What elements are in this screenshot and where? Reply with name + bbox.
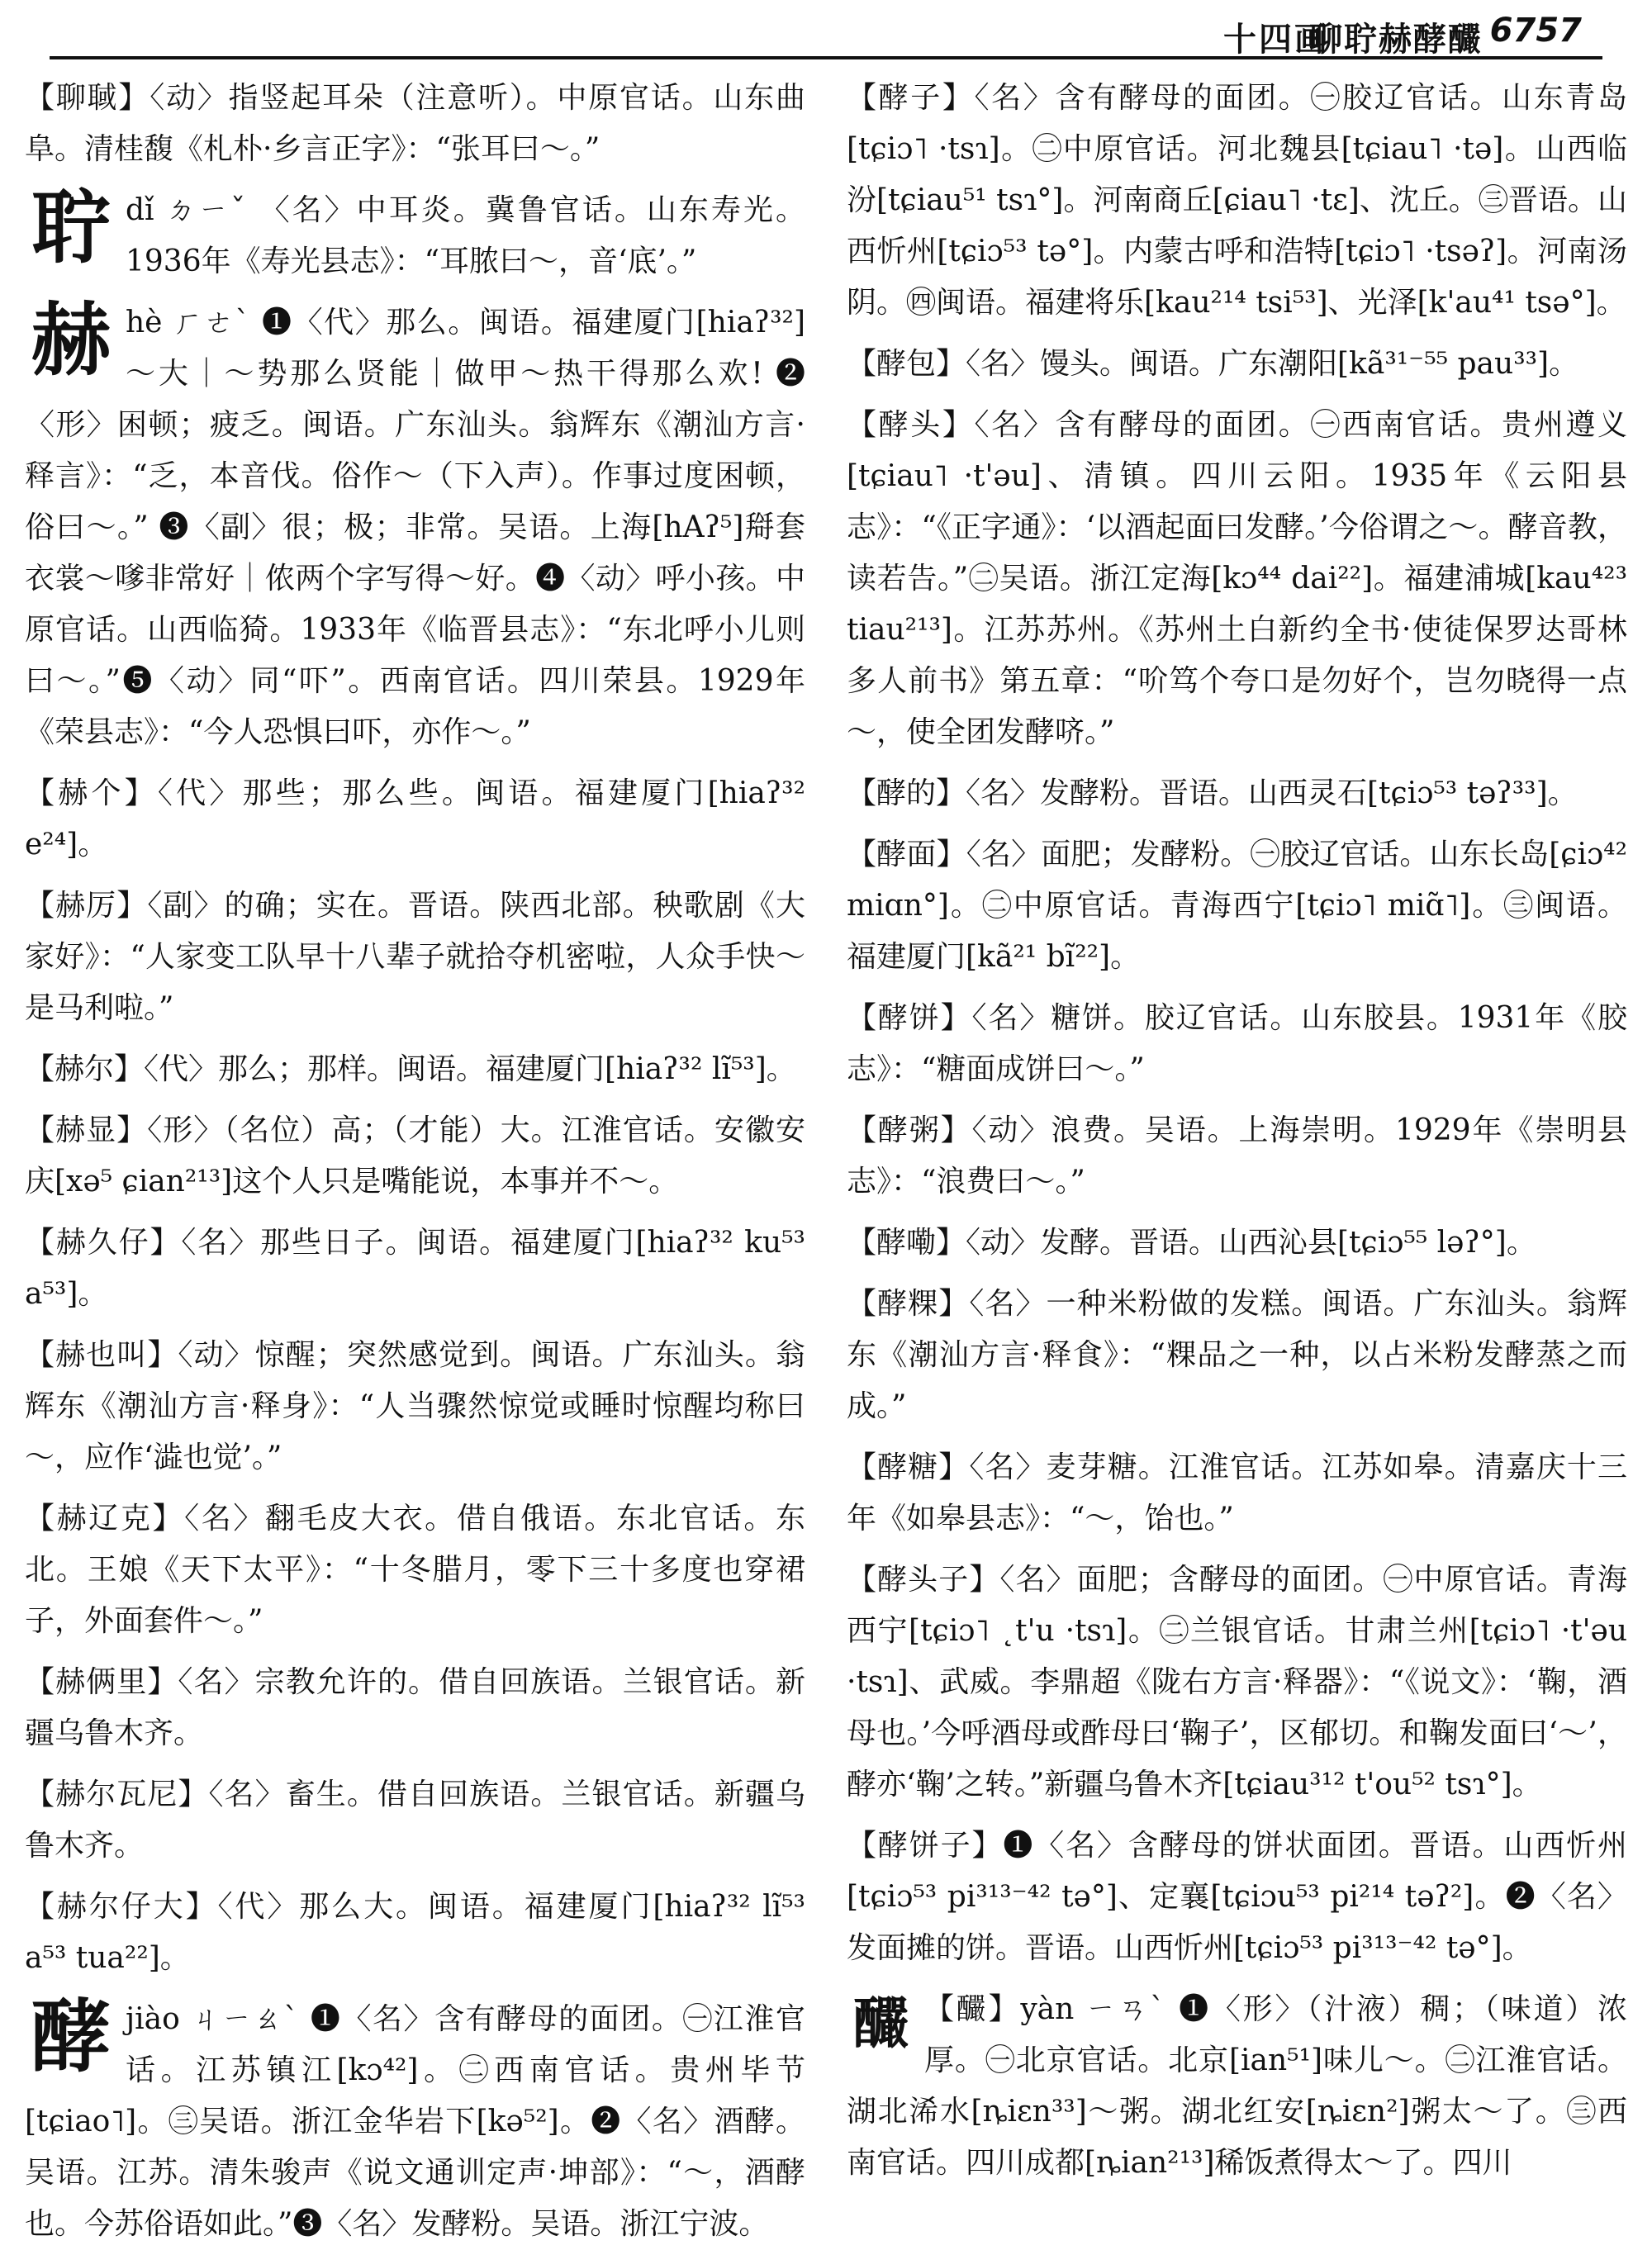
sub-entry <box>847 400 1627 758</box>
sub-entry <box>847 829 1627 983</box>
entry-text: 【赫个】〈代〉那些；那么些。闽语。福建厦门[hiaʔ³² e²⁴]。 <box>25 776 805 862</box>
entry-text: 【赫尔瓦尼】〈名〉畜生。借自回族语。兰银官话。新疆乌鲁木齐。 <box>25 1778 805 1863</box>
entry-text: 【赫辽克】〈名〉翻毛皮大衣。借自俄语。东北官话。东北。王娘《天下太平》：“十冬腊月，零下三十多度也穿裙子，外面套件～。” <box>25 1502 805 1638</box>
entry-text: 【酵糖】〈名〉麦芽糖。江淮官话。江苏如皋。清嘉庆十三年《如皋县志》：“～，饴也。” <box>847 1450 1627 1536</box>
sub-entry <box>25 768 805 871</box>
headword-entry <box>25 181 805 287</box>
page-number: 6757 <box>1489 12 1582 50</box>
right-column <box>847 73 1627 2212</box>
sub-entry <box>847 993 1627 1095</box>
entry-text: 【釅】yàn ㄧㄢˋ ❶〈形〉（汁液）稠；（味道）浓厚。㊀北京官话。北京[ian⁵¹]味儿～。㊁江淮官话。湖北浠水[ȵiɛn³³]～粥。湖北红安[ȵiɛn²]粥太～了。㊂西南官话。四川成都[ȵian²¹³]稀饭煮得太～了。四川 <box>847 1992 1627 2180</box>
entry-text: 【赫尔】〈代〉那么；那样。闽语。福建厦门[hiaʔ³² lĩ⁵³]。 <box>25 1052 796 1086</box>
headword-character: 聍 <box>31 181 111 274</box>
headword-character: 釅 <box>853 1991 910 2057</box>
sub-entry <box>25 881 805 1034</box>
sub-entry <box>25 1657 805 1759</box>
page-header <box>50 0 1602 59</box>
entry-text: dǐ ㄉㄧˇ 〈名〉中耳炎。冀鲁官话。山东寿光。1936年《寿光县志》：“耳脓曰～，音‘底’。” <box>126 193 805 278</box>
header-characters: 聊聍赫酵釅 <box>1309 20 1483 59</box>
sub-entry <box>847 1555 1627 1811</box>
entry-text: 【酵头子】〈名〉面肥；含酵母的面团。㊀中原官话。青海西宁[tɕiɔ˥ ˛t'u ·tsɿ]。㊁兰银官话。甘肃兰州[tɕiɔ˥ ·t'əu ·tsɿ]、武威。李鼎超《陇右方言·释器》：“《说文》：‘鞠，酒母也。’今呼酒母或酢母曰‘鞠子’，区郁切。和鞠发面曰‘～’，酵亦‘鞠’之转。”新疆乌鲁木齐[tɕiau³¹² t'ou⁵² tsɿ°]。 <box>847 1563 1627 1801</box>
entry-text: 【酵粿】〈名〉一种米粉做的发糕。闽语。广东汕头。翁辉东《潮汕方言·释食》：“粿品之一种，以占米粉发酵蒸之而成。” <box>847 1287 1627 1423</box>
headword-entry <box>847 1984 1627 2189</box>
sub-entry <box>847 339 1627 390</box>
entry-text: 【酵面】〈名〉面肥；发酵粉。㊀胶辽官话。山东长岛[ɕiɔ⁴² miɑn°]。㊁中原官话。青海西宁[tɕiɔ˥ miɑ̃˥]。㊂闽语。福建厦门[kã²¹ bĩ²²]。 <box>847 838 1627 974</box>
sub-entry <box>847 1105 1627 1208</box>
entry-text: 【赫厉】〈副〉的确；实在。晋语。陕西北部。秧歌剧《大家好》：“人家变工队早十八辈子就拾夺机密啦，人众手快～是马利啦。” <box>25 889 805 1025</box>
entry-text: hè ㄏㄜˋ ❶〈代〉那么。闽语。福建厦门[hiaʔ³²]～大｜～势那么贤能｜做甲～热干得那么欢! ❷〈形〉困顿；疲乏。闽语。广东汕头。翁辉东《潮汕方言·释言》：“乏，本音伐。俗作～（下入声）。作事过度困顿，俗曰～。” ❸〈副〉很；极；非常。吴语。上海[hAʔ⁵]搿套衣裳～嗲非常好｜侬两个字写得～好。❹〈动〉呼小孩。中原官话。山西临猗。1933年《临晋县志》：“东北呼小儿则曰～。”❺〈动〉同“吓”。西南官话。四川荣县。1929年《荣县志》：“今人恐惧曰吓，亦作～。” <box>25 306 805 749</box>
left-column <box>25 73 805 2241</box>
sub-entry <box>847 73 1627 329</box>
entry-text: 【酵嘞】〈动〉发酵。晋语。山西沁县[tɕiɔ⁵⁵ ləʔ°]。 <box>847 1226 1536 1260</box>
entry-text: 【赫也叫】〈动〉惊醒；突然感觉到。闽语。广东汕头。翁辉东《潮汕方言·释身》：“人当骤然惊觉或睡时惊醒均称曰～，应作‘澁也觉’。” <box>25 1338 805 1474</box>
sub-entry <box>847 1218 1627 1269</box>
sub-entry <box>847 1442 1627 1545</box>
headword-entry <box>25 1990 805 2250</box>
entry-text: 【赫显】〈形〉（名位）高；（才能）大。江淮官话。安徽安庆[xə⁵ ɕian²¹³]这个人只是嘴能说，本事并不～。 <box>25 1113 805 1199</box>
entry-text: 【酵饼子】❶〈名〉含酵母的饼状面团。晋语。山西忻州[tɕiɔ⁵³ pi³¹³⁻⁴² tə°]、定襄[tɕiɔu⁵³ pi²¹⁴ təʔ²]。❷〈名〉发面摊的饼。晋语。山西忻州[tɕiɔ⁵³ pi³¹³⁻⁴² tə°]。 <box>847 1829 1627 1965</box>
entry-text: 【聊聝】〈动〉指竖起耳朵（注意听）。中原官话。山东曲阜。清桂馥《札朴·乡言正字》：“张耳曰～。” <box>25 81 805 166</box>
entry-text: 【赫久仔】〈名〉那些日子。闽语。福建厦门[hiaʔ³² ku⁵³ a⁵³]。 <box>25 1226 805 1311</box>
entry-text: 【酵粥】〈动〉浪费。吴语。上海崇明。1929年《崇明县志》：“浪费曰～。” <box>847 1113 1627 1199</box>
sub-entry <box>25 1882 805 1984</box>
entry-text: 【赫俩里】〈名〉宗教允许的。借自回族语。兰银官话。新疆乌鲁木齐。 <box>25 1665 805 1750</box>
sub-entry <box>25 1330 805 1483</box>
entry-text: jiào ㄐㄧㄠˋ ❶〈名〉含有酵母的面团。㊀江淮官话。江苏镇江[kɔ⁴²]。㊁西南官话。贵州毕节[tɕiao˥]。㊂吴语。浙江金华岩下[kə⁵²]。❷〈名〉酒酵。吴语。江苏。清朱骏声《说文通训定声·坤部》：“～，酒酵也。今苏俗语如此。”❸〈名〉发酵粉。吴语。浙江宁波。 <box>25 2002 805 2241</box>
entry-text: 【酵饼】〈名〉糖饼。胶辽官话。山东胶县。1931年《胶志》：“糖面成饼曰～。” <box>847 1001 1627 1086</box>
sub-entry <box>847 768 1627 819</box>
section-label: 十四画 <box>1223 20 1330 59</box>
sub-entry <box>25 1218 805 1320</box>
sub-entry <box>847 1820 1627 1974</box>
entry-text: 【赫尔仔大】〈代〉那么大。闽语。福建厦门[hiaʔ³² lĩ⁵³ a⁵³ tua²²]。 <box>25 1890 805 1975</box>
headword-character: 赫 <box>31 293 111 387</box>
sub-entry <box>25 73 805 175</box>
sub-entry <box>25 1493 805 1647</box>
entry-text: 【酵头】〈名〉含有酵母的面团。㊀西南官话。贵州遵义[tɕiau˥ ·t'əu]、清镇。四川云阳。1935年《云阳县志》：“《正字通》：‘以酒起面曰发酵。’今俗谓之～。酵音教，读若告。”㊁吴语。浙江定海[kɔ⁴⁴ dai²²]。福建浦城[kau⁴²³ tiau²¹³]。江苏苏州。《苏州土白新约全书·使徒保罗达哥林多人前书》第五章：“吤笃个夸口是勿好个，岂勿晓得一点～，使全团发酵哜。” <box>847 408 1627 749</box>
headword-character: 酵 <box>31 1990 111 2083</box>
entry-text: 【酵包】〈名〉馒头。闽语。广东潮阳[kã³¹⁻⁵⁵ pau³³]。 <box>847 347 1579 381</box>
entry-text: 【酵的】〈名〉发酵粉。晋语。山西灵石[tɕiɔ⁵³ təʔ³³]。 <box>847 776 1578 810</box>
entry-text: 【酵子】〈名〉含有酵母的面团。㊀胶辽官话。山东青岛[tɕiɔ˥ ·tsɿ]。㊁中原官话。河北魏县[tɕiau˥ ·tə]。山西临汾[tɕiau⁵¹ tsɿ°]。河南商丘[ɕiau˥ ·tɛ]、沈丘。㊂晋语。山西忻州[tɕiɔ⁵³ tə°]。内蒙古呼和浩特[tɕiɔ˥ ·tsəʔ]。河南汤阴。㊃闽语。福建将乐[kau²¹⁴ tsi⁵³]、光泽[k'au⁴¹ tsə°]。 <box>847 81 1627 320</box>
headword-entry <box>25 293 805 758</box>
sub-entry <box>25 1769 805 1872</box>
sub-entry <box>25 1105 805 1208</box>
sub-entry <box>25 1044 805 1095</box>
sub-entry <box>847 1279 1627 1432</box>
